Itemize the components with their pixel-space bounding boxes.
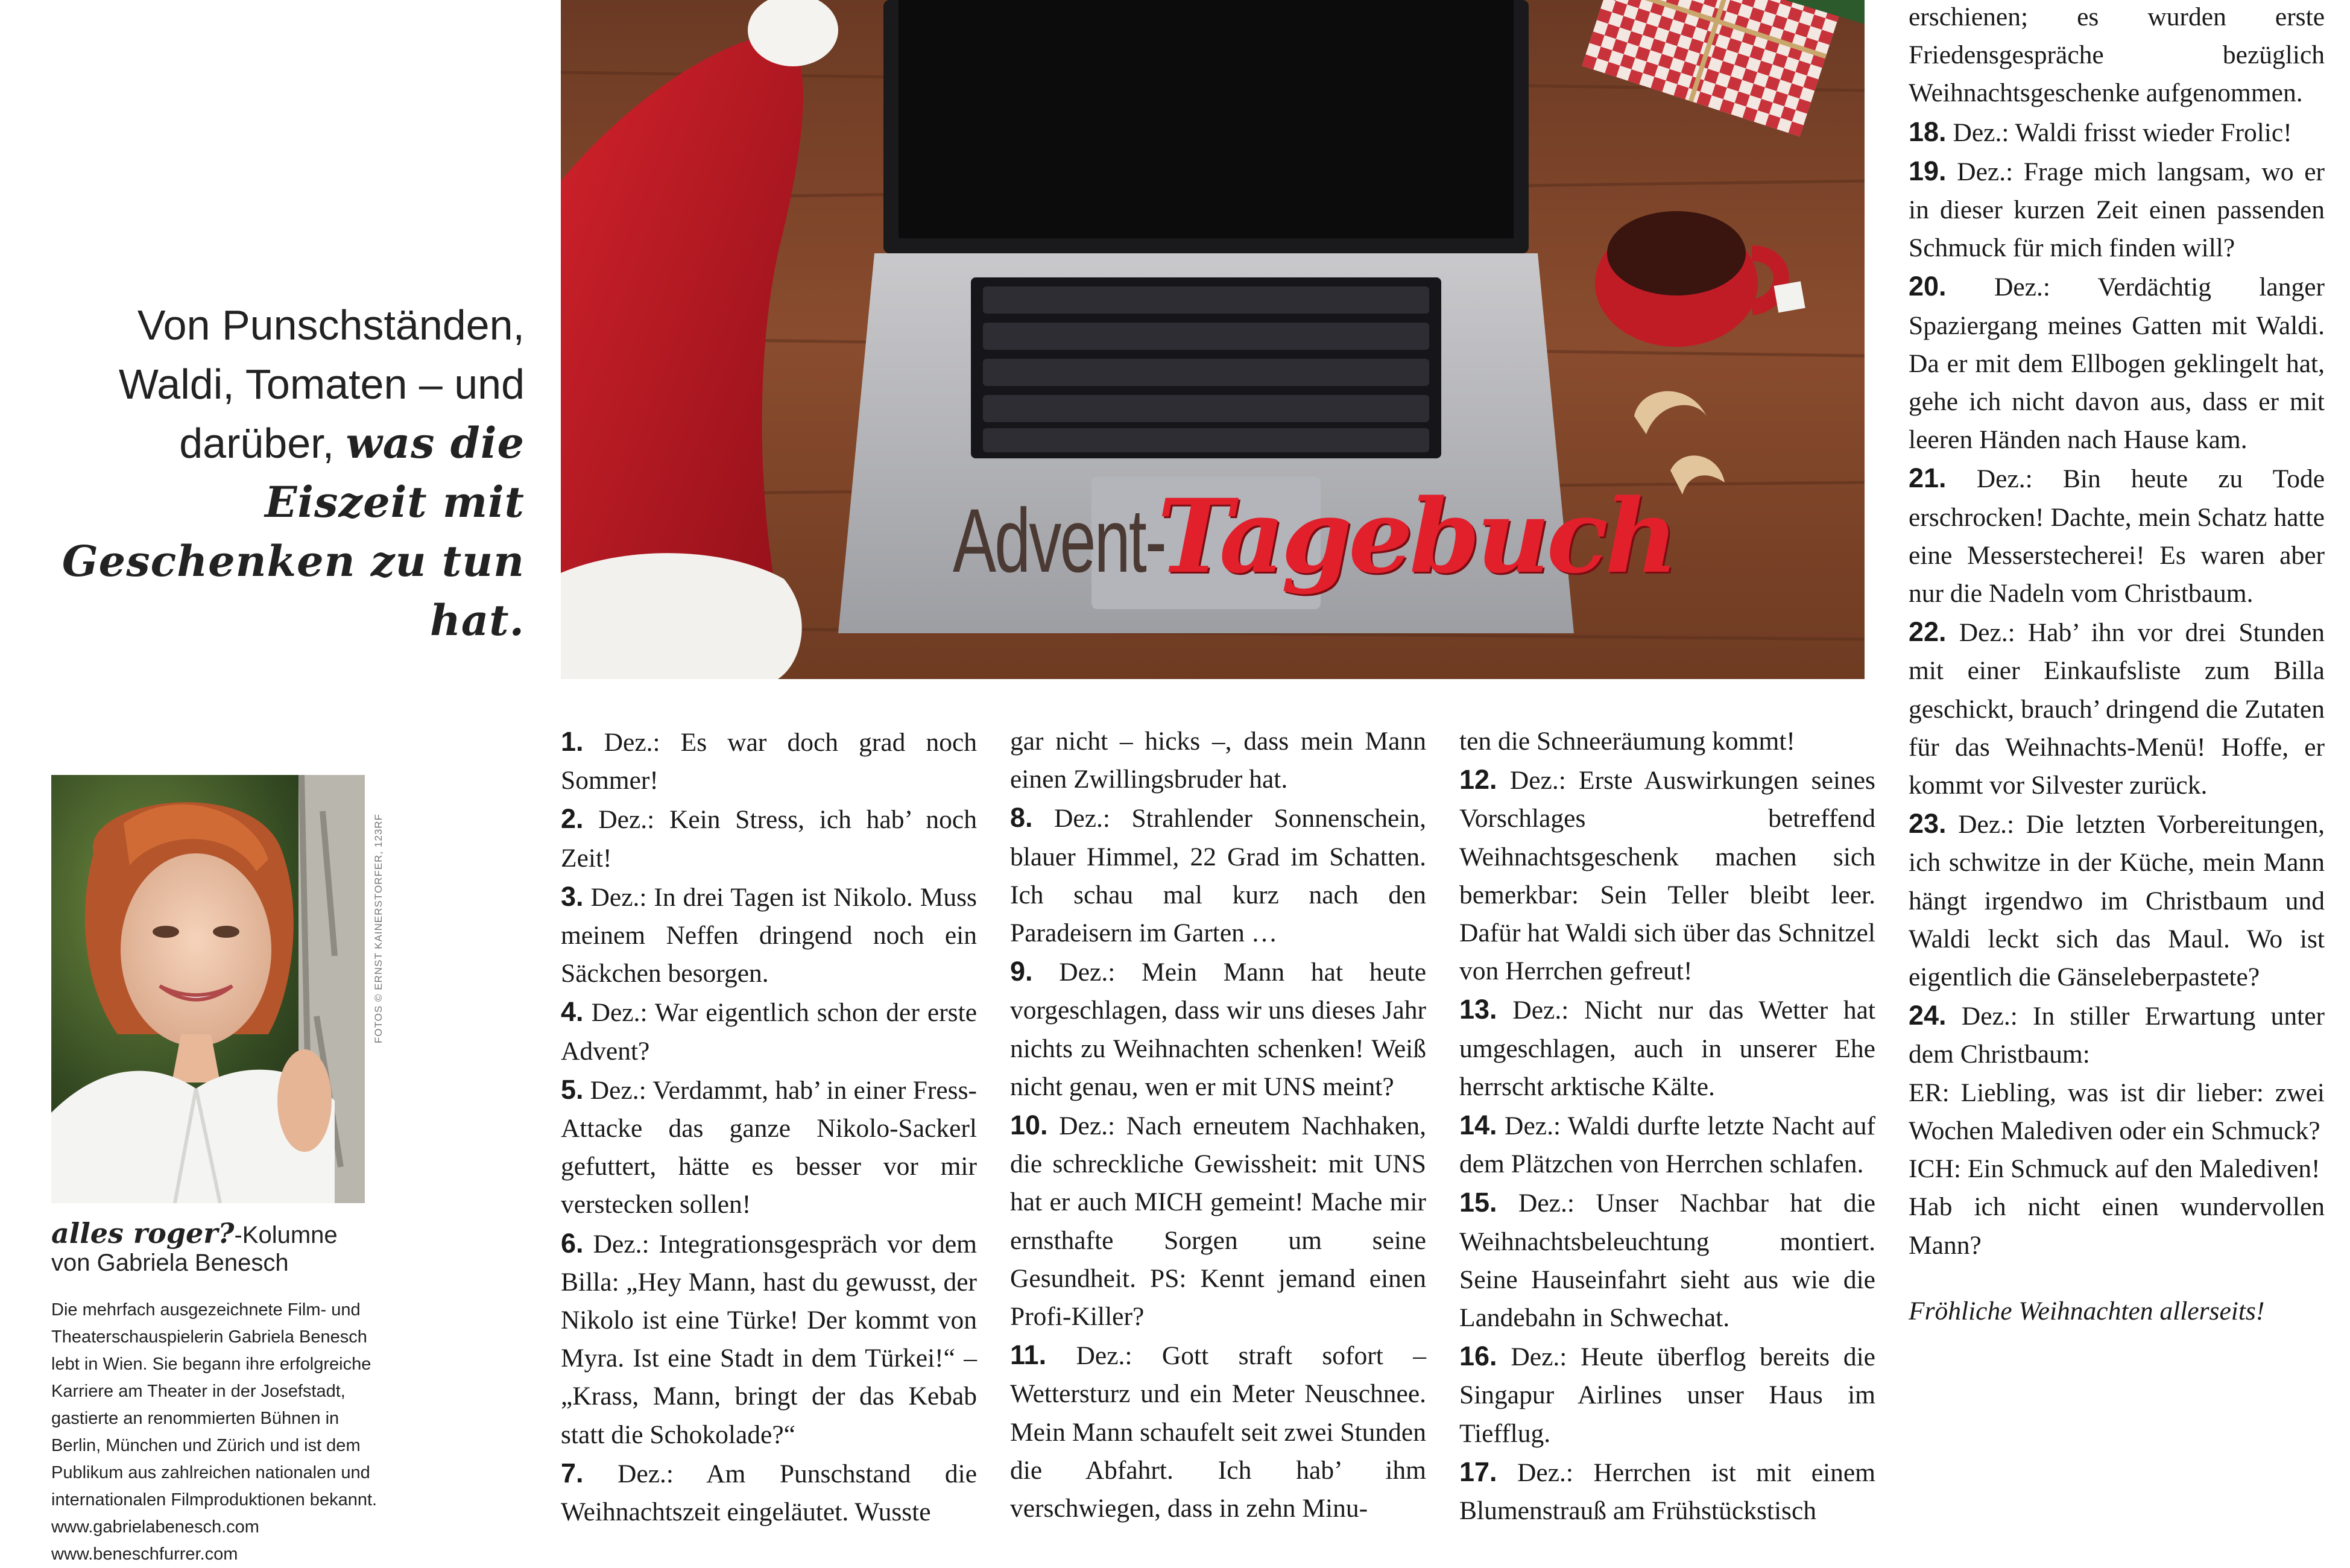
diary-entry — [1459, 722, 1875, 760]
entry-day-number: 15. — [1459, 1187, 1497, 1218]
diary-entry — [1909, 996, 2325, 1073]
hero-title — [953, 476, 1675, 596]
diary-entry — [1909, 459, 2325, 613]
article-headline — [24, 296, 525, 650]
hero-image — [561, 0, 1865, 679]
entry-day-number: 21. — [1909, 463, 1947, 494]
entry-text: Dez.: Bin heute zu Tode erschrocken! Dachte, mein Schatz hatte eine Messerstecherei! Es waren aber nur die Nadeln vom Christbaum. — [1909, 464, 2325, 609]
entry-text: Dez.: In stiller Erwartung unter dem Christbaum: — [1909, 1002, 2325, 1069]
entry-text: Dez.: War eigentlich schon der erste Advent? — [561, 998, 977, 1066]
portrait-image — [51, 775, 365, 1203]
entry-text: Dez.: Nicht nur das Wetter hat umgeschlagen, auch in unserer Ehe herrscht arktische Kälte. — [1459, 996, 1875, 1101]
diary-entry — [561, 993, 977, 1070]
entry-day-number: 2. — [561, 803, 584, 835]
entry-day-number: 5. — [561, 1073, 584, 1105]
diary-entry — [561, 800, 977, 877]
entry-day-number: 12. — [1459, 764, 1497, 795]
entry-day-number: 16. — [1459, 1341, 1497, 1372]
entry-text: Dez.: Hab’ ihn vor drei Stunden mit einer Einkaufsliste zum Billa geschickt, brauch’ dringend die Zutaten für das Weihnachts-Menü! Hoffe, er kommt vor Silvester zurück. — [1909, 618, 2325, 800]
entry-text: Dez.: Waldi frisst wieder Frolic! — [1946, 118, 2292, 147]
diary-entry — [561, 722, 977, 800]
bio-link-2[interactable]: www.beneschfurrer.com — [51, 1544, 238, 1564]
entry-text: Dez.: Integrationsgespräch vor dem Billa: „Hey Mann, hast du gewusst, der Nikolo ist eine Türke! Der kommt von Myra. Ist eine Stadt in dem Türkei!“ – „Krass, Mann, bringt der das Kebab statt die Schokolade?“ — [561, 1229, 977, 1449]
diary-entry — [1010, 1336, 1426, 1528]
entry-text: Dez.: Heute überflog bereits die Singapur Airlines unser Haus im Tiefflug. — [1459, 1342, 1875, 1448]
diary-entry — [1909, 613, 2325, 805]
entry-day-number: 23. — [1909, 808, 1947, 839]
diary-entry — [1909, 267, 2325, 459]
entry-text: Dez.: Mein Mann hat heute vorgeschlagen, dass wir uns dieses Jahr nichts zu Weihnachten schenken! Weiß nicht genau, wen er mit UNS meint? — [1010, 958, 1426, 1101]
entry-day-number: 11. — [1010, 1339, 1047, 1371]
entry-text: Dez.: Gott straft sofort – Wettersturz und ein Meter Neuschnee. Mein Mann schaufelt seit zwei Stunden die Abfahrt. Ich hab’ ihm verschwiegen, dass in zehn Minu- — [1010, 1341, 1426, 1523]
entry-text: ten die Schneeräumung kommt! — [1459, 727, 1795, 756]
entry-day-number: 1. — [561, 726, 584, 757]
diary-entry — [1459, 1453, 1875, 1530]
entry-text: ICH: Ein Schmuck auf den Malediven! — [1909, 1154, 2320, 1184]
entry-text: Dez.: Nach erneutem Nachhaken, die schreckliche Gewissheit: mit UNS hat er auch MICH gemeint! Mache mir ernsthafte Sorgen um seine Gesundheit. PS: Kennt jemand einen Profi-Killer? — [1010, 1111, 1426, 1332]
diary-entry — [1010, 952, 1426, 1106]
diary-entry — [1909, 152, 2325, 268]
entry-text: Dez.: Verdammt, hab’ in einer Fress-Attacke das ganze Nikolo-Sackerl gefuttert, hätte es besser vor mir verstecken sollen! — [561, 1075, 977, 1219]
entry-day-number: 8. — [1010, 802, 1033, 833]
text-column-1 — [561, 722, 977, 1531]
entry-day-number: 13. — [1459, 994, 1497, 1025]
column-suffix: -Kolumne — [234, 1222, 338, 1248]
photo-credit: FOTOS © ERNST KAINERSTORFER, 123RF — [373, 814, 384, 1043]
entry-day-number: 14. — [1459, 1110, 1497, 1141]
entry-text: Dez.: Es war doch grad noch Sommer! — [561, 728, 977, 795]
entry-day-number: 6. — [561, 1227, 584, 1259]
diary-entry — [1010, 798, 1426, 952]
headline-emphasis: was die Eiszeit mit Geschenken zu tun hat. — [62, 418, 525, 645]
entry-text: Dez.: Strahlender Sonnenschein, blauer Himmel, 22 Grad im Schatten. Ich schau mal kurz nach den Paradeisern im Garten … — [1010, 804, 1426, 948]
entry-text: Dez.: Waldi durfte letzte Nacht auf dem Plätzchen von Herrchen schlafen. — [1459, 1111, 1875, 1179]
entry-text: ER: Liebling, was ist dir lieber: zwei Wochen Malediven oder ein Schmuck? — [1909, 1078, 2325, 1145]
entry-day-number: 17. — [1459, 1456, 1497, 1487]
diary-entry — [1010, 1106, 1426, 1336]
diary-entry — [1459, 760, 1875, 990]
entry-text: Dez.: Unser Nachbar hat die Weihnachtsbeleuchtung montiert. Seine Hauseinfahrt sieht aus wie die Landebahn in Schwechat. — [1459, 1189, 1875, 1333]
hero-title-part1: Advent- — [953, 490, 1166, 591]
entry-day-number: 24. — [1909, 1000, 1947, 1031]
diary-entry — [1459, 990, 1875, 1106]
entry-day-number: 20. — [1909, 271, 1947, 302]
entry-text: erschienen; es wurden erste Friedensgespräche bezüglich Weihnachtsgeschenke aufgenommen. — [1909, 2, 2325, 108]
entry-text: Dez.: Am Punschstand die Weihnachtszeit eingeläutet. Wusste — [561, 1459, 977, 1527]
entry-day-number: 3. — [561, 880, 584, 912]
bio-text: Die mehrfach ausgezeichnete Film- und Theaterschauspielerin Gabriela Benesch lebt in Wien. Sie begann ihre erfolgreiche Karriere am Theater in der Josefstadt, gastierte an renommierten Bühnen in Berlin, München und Zürich und ist dem Publikum aus zahlreichen nationalen und internationalen Filmproduktionen bekannt. — [51, 1300, 377, 1510]
entry-day-number: 10. — [1010, 1110, 1048, 1141]
diary-entry — [561, 1070, 977, 1224]
diary-entry — [1909, 1150, 2325, 1188]
bio-link-1[interactable]: www.gabrielabenesch.com — [51, 1517, 259, 1537]
headline-plain: Von Punschständen, Waldi, Tomaten – und darüber, — [118, 302, 525, 467]
text-column-3 — [1459, 722, 1875, 1530]
diary-entry — [561, 1454, 977, 1531]
entry-text: Dez.: Erste Auswirkungen seines Vorschlages betreffend Weihnachtsgeschenk machen sich bemerkbar: Sein Teller bleibt leer. Dafür hat Waldi sich über das Schnitzel von Herrchen gefreut! — [1459, 766, 1875, 986]
entry-day-number: 4. — [561, 996, 584, 1028]
entry-text: Dez.: Kein Stress, ich hab’ noch Zeit! — [561, 805, 977, 873]
hero-title-part2: Tagebuch — [1157, 476, 1675, 596]
column-author: von Gabriela Benesch — [51, 1250, 289, 1276]
author-portrait — [51, 775, 365, 1203]
entry-day-number: 18. — [1909, 116, 1947, 147]
entry-day-number: 22. — [1909, 616, 1947, 648]
diary-entry — [561, 1224, 977, 1454]
entry-text: gar nicht – hicks –, dass mein Mann einen Zwillingsbruder hat. — [1010, 727, 1426, 794]
diary-entry — [1459, 1106, 1875, 1183]
diary-entry — [561, 877, 977, 993]
entry-text: Dez.: Frage mich langsam, wo er in dieser kurzen Zeit einen passenden Schmuck für mich finden will? — [1909, 157, 2325, 263]
entry-day-number: 7. — [561, 1457, 584, 1488]
text-column-2 — [1010, 722, 1426, 1528]
column-label — [51, 1219, 389, 1277]
signoff: Fröhliche Weihnachten allerseits! — [1909, 1296, 2265, 1326]
diary-entry — [1459, 1337, 1875, 1453]
diary-entry — [1010, 722, 1426, 798]
entry-day-number: 9. — [1010, 956, 1033, 987]
entry-text: Dez.: Die letzten Vorbereitungen, ich schwitze in der Küche, mein Mann hängt irgendwo im Christbaum und Waldi leckt sich das Maul. Wo ist eigentlich die Gänseleberpastete? — [1909, 810, 2325, 992]
entry-text: Dez.: In drei Tagen ist Nikolo. Muss meinem Neffen dringend noch ein Säckchen besorgen. — [561, 882, 977, 988]
diary-entry — [1909, 1074, 2325, 1150]
diary-entry — [1459, 1183, 1875, 1337]
author-bio — [51, 1297, 389, 1568]
text-column-4 — [1909, 0, 2325, 1330]
diary-entry — [1909, 113, 2325, 152]
entry-text: Dez.: Verdächtig langer Spaziergang meines Gatten mit Waldi. Da er mit dem Ellbogen geklingelt hat, gehe ich nicht davon aus, dass er mit leeren Händen nach Hause kam. — [1909, 273, 2325, 455]
entry-text: Hab ich nicht einen wundervollen Mann? — [1909, 1192, 2325, 1260]
diary-entry — [1909, 0, 2325, 113]
diary-entry — [1909, 1188, 2325, 1264]
entry-text: Dez.: Herrchen ist mit einem Blumenstrauß am Frühstückstisch — [1459, 1458, 1875, 1526]
column-brand: alles roger? — [51, 1217, 235, 1250]
entry-day-number: 19. — [1909, 155, 1947, 186]
diary-entry — [1909, 805, 2325, 996]
